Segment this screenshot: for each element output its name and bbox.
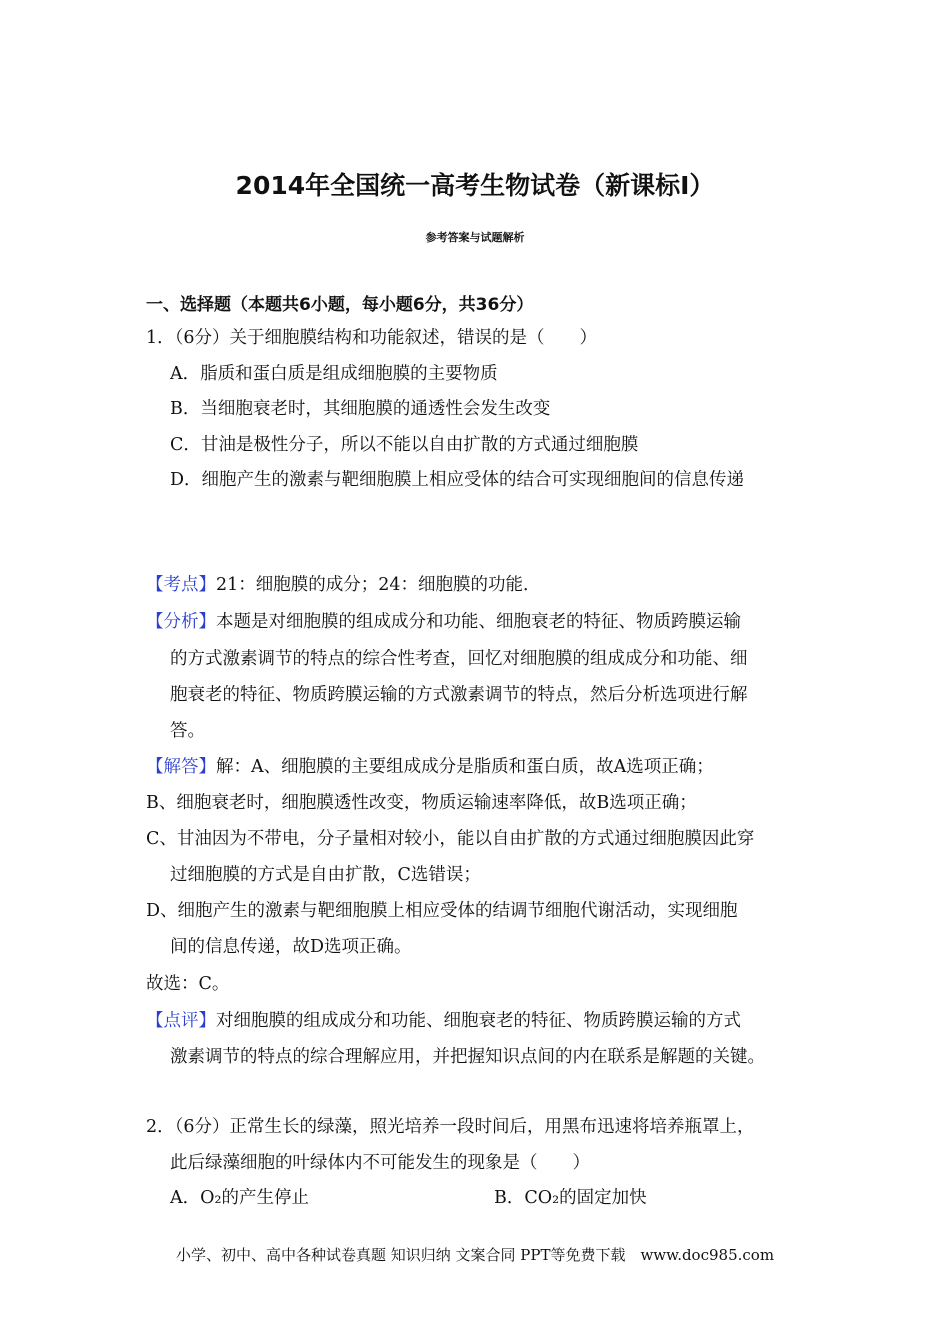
jieda-line-5: D、细胞产生的激素与靶细胞膜上相应受体的结调节细胞代谢活动，实现细胞	[146, 901, 738, 921]
q2-option-b: B．CO₂的固定加快	[494, 1188, 647, 1208]
kaodian-tag: 【考点】	[146, 575, 216, 595]
jieda-line-4: 过细胞膜的方式是自由扩散，C选错误；	[170, 865, 481, 885]
fenxi-line-2: 的方式激素调节的特点的综合性考查，回忆对细胞膜的组成成分和功能、细	[170, 649, 748, 669]
page-footer: 小学、初中、高中各种试卷真题 知识归纳 文案合同 PPT等免费下载 www.doc985.com	[175, 1246, 775, 1264]
q2-stem-line-2: 此后绿藻细胞的叶绿体内不可能发生的现象是（ ）	[170, 1153, 590, 1173]
fenxi-line-3: 胞衰老的特征、物质跨膜运输的方式激素调节的特点，然后分析选项进行解	[170, 685, 748, 705]
page-subtitle: 参考答案与试题解析	[425, 231, 525, 244]
q1-option-a: A．脂质和蛋白质是组成细胞膜的主要物质	[170, 364, 498, 384]
dianping-line-2: 激素调节的特点的综合理解应用，并把握知识点间的内在联系是解题的关键。	[170, 1047, 765, 1067]
jieda-line-2: B、细胞衰老时，细胞膜透性改变，物质运输速率降低，故B选项正确；	[146, 793, 697, 813]
q1-option-b: B．当细胞衰老时，其细胞膜的通透性会发生改变	[170, 399, 551, 419]
q1-kaodian	[146, 571, 541, 596]
q1-fenxi	[146, 608, 741, 633]
q1-dianping	[146, 1007, 741, 1032]
q1-jieda	[146, 753, 714, 778]
kaodian-text: 21：细胞膜的成分；24：细胞膜的功能．	[216, 575, 541, 595]
page-title: 2014年全国统一高考生物试卷（新课标Ⅰ）	[235, 171, 715, 200]
q1-answer: 故选：C。	[146, 974, 230, 994]
jieda-line-6: 间的信息传递，故D选项正确。	[170, 937, 412, 957]
fenxi-line-4: 答。	[170, 721, 205, 741]
q1-option-c: C．甘油是极性分子，所以不能以自由扩散的方式通过细胞膜	[170, 435, 639, 455]
q2-stem-line-1: 2．（6分）正常生长的绿藻，照光培养一段时间后，用黑布迅速将培养瓶罩上，	[146, 1117, 755, 1137]
q2-option-a: A．O₂的产生停止	[170, 1188, 309, 1208]
jieda-line-1: 解：A、细胞膜的主要组成成分是脂质和蛋白质，故A选项正确；	[216, 757, 714, 777]
fenxi-tag: 【分析】	[146, 612, 216, 632]
q1-option-d: D．细胞产生的激素与靶细胞膜上相应受体的结合可实现细胞间的信息传递	[170, 470, 745, 490]
dianping-tag: 【点评】	[146, 1011, 216, 1031]
jieda-line-3: C、甘油因为不带电，分子量相对较小，能以自由扩散的方式通过细胞膜因此穿	[146, 829, 755, 849]
dianping-line-1: 对细胞膜的组成成分和功能、细胞衰老的特征、物质跨膜运输的方式	[216, 1011, 741, 1031]
section-heading: 一、选择题（本题共6小题，每小题6分，共36分）	[146, 295, 534, 315]
fenxi-line-1: 本题是对细胞膜的组成成分和功能、细胞衰老的特征、物质跨膜运输	[216, 612, 741, 632]
q1-stem: 1．（6分）关于细胞膜结构和功能叙述，错误的是（ ）	[146, 328, 598, 348]
jieda-tag: 【解答】	[146, 757, 216, 777]
